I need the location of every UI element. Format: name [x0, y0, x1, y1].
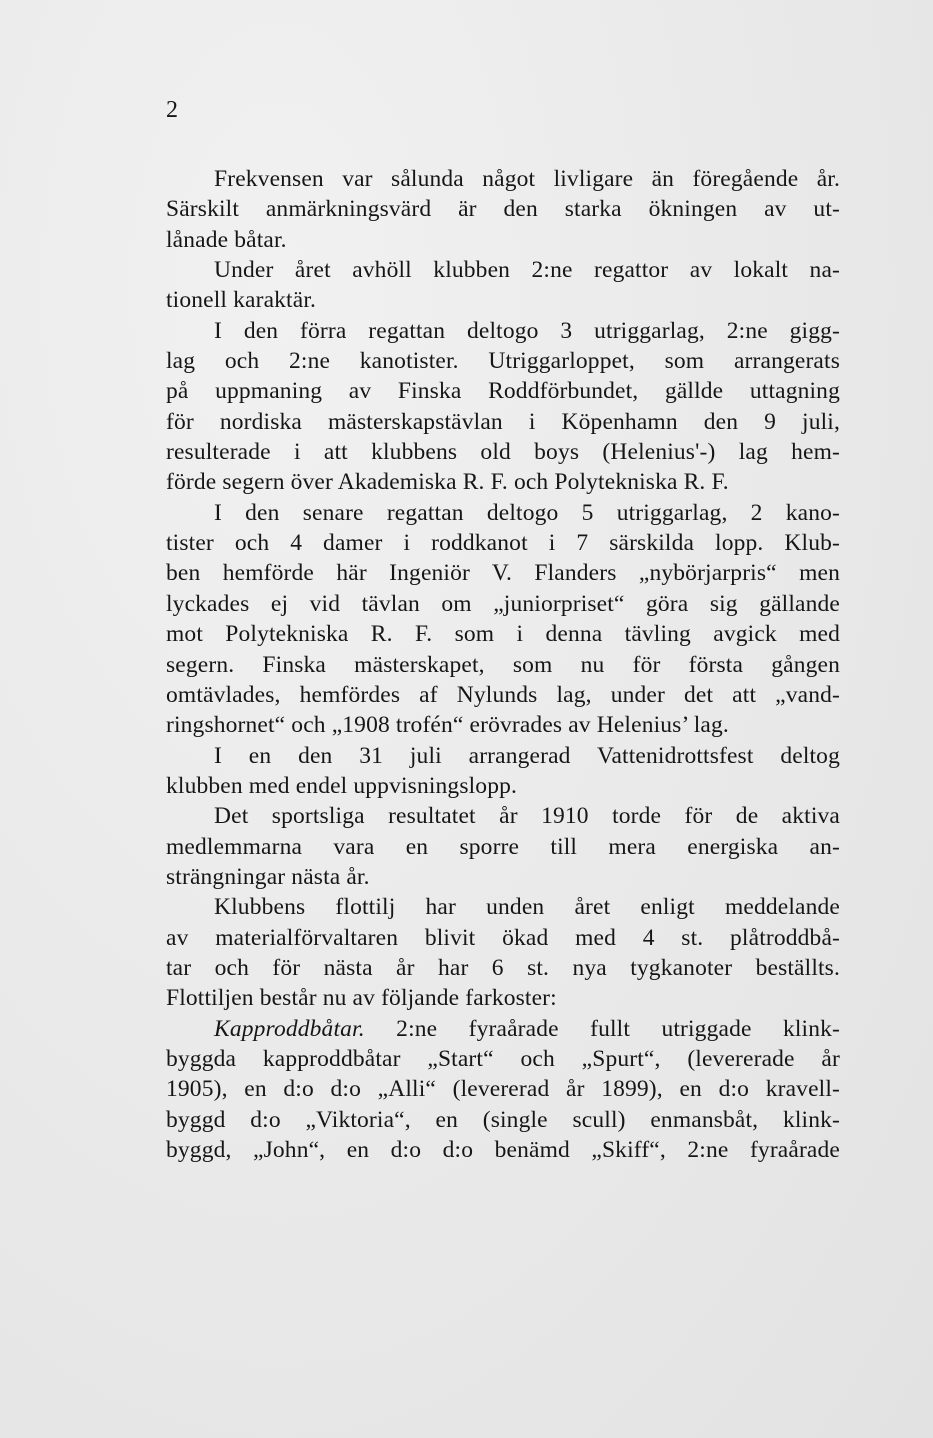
text-line	[166, 589, 840, 619]
line-text: Särskilt anmärkningsvärd är den starka ökningen av ut-	[166, 196, 840, 223]
line-text: lånade båtar.	[166, 226, 287, 253]
text-line	[166, 194, 840, 224]
line-text: 1905), en d:o d:o „Alli“ (levererad år 1899), en d:o kravell-	[166, 1076, 840, 1103]
page-number: 2	[166, 97, 178, 123]
text-line	[166, 680, 840, 710]
line-text: byggda kapproddbåtar „Start“ och „Spurt“, (levererade år	[166, 1045, 840, 1072]
line-text: tionell karaktär.	[166, 287, 317, 314]
line-text: tar och för nästa år har 6 st. nya tygkanoter beställts.	[166, 954, 840, 981]
line-text: I den förra regattan deltogo 3 utriggarlag, 2:ne gigg-	[214, 317, 840, 344]
line-text: av materialförvaltaren blivit ökad med 4 st. plåtroddbå-	[166, 924, 840, 951]
text-line	[166, 1135, 840, 1165]
text-line	[166, 346, 840, 376]
line-text: segern. Finska mästerskapet, som nu för första gången	[166, 651, 840, 678]
text-line	[166, 983, 840, 1013]
line-text: Frekvensen var sålunda något livligare än föregående år.	[214, 166, 840, 192]
line-text: ringshornet“ och „1908 trofén“ erövrades av Helenius’ lag.	[166, 712, 729, 739]
text-line	[166, 164, 840, 194]
line-text: byggd d:o „Viktoria“, en (single scull) enmansbåt, klink-	[166, 1106, 840, 1133]
text-line	[166, 225, 840, 255]
text-line	[166, 892, 840, 922]
text-line	[166, 407, 840, 437]
text-line	[166, 1014, 840, 1044]
italic-heading: Kapproddbåtar.	[214, 1015, 365, 1042]
line-text: omtävlades, hemfördes af Nylunds lag, under det att „vand-	[166, 681, 840, 708]
text-line	[166, 1044, 840, 1074]
line-text: ben hemförde här Ingeniör V. Flanders „nybörjarpris“ men	[166, 560, 840, 587]
text-line	[166, 316, 840, 346]
line-text: strängningar nästa år.	[166, 863, 370, 890]
text-line	[166, 528, 840, 558]
line-text: Flottiljen består nu av följande farkoster:	[166, 985, 557, 1012]
line-text: lyckades ej vid tävlan om „juniorpriset“ göra sig gällande	[166, 590, 840, 617]
line-text: klubben med endel uppvisningslopp.	[166, 772, 518, 799]
line-text: lag och 2:ne kanotister. Utriggarloppet, som arrangerats	[166, 348, 840, 375]
text-line	[166, 1074, 840, 1104]
line-text: för nordiska mästerskapstävlan i Köpenhamn den 9 juli,	[166, 408, 840, 435]
line-text: Klubbens flottilj har unden året enligt meddelande	[214, 894, 840, 921]
text-line	[166, 801, 840, 831]
text-line	[166, 953, 840, 983]
text-line	[166, 467, 840, 497]
text-line	[166, 255, 840, 285]
text-line	[166, 741, 840, 771]
line-text: Under året avhöll klubben 2:ne regattor av lokalt na-	[214, 257, 840, 284]
text-line	[166, 437, 840, 467]
text-line	[166, 498, 840, 528]
line-text: resulterade i att klubbens old boys (Helenius'-) lag hem-	[166, 439, 840, 466]
line-text: på uppmaning av Finska Roddförbundet, gällde uttagning	[166, 378, 840, 405]
text-line	[166, 862, 840, 892]
line-text: tister och 4 damer i roddkanot i 7 särskilda lopp. Klub-	[166, 530, 840, 557]
text-line	[166, 832, 840, 862]
text-line	[166, 771, 840, 801]
line-text: byggd, „John“, en d:o d:o benämd „Skiff“, 2:ne fyraårade	[166, 1137, 840, 1163]
line-text: 2:ne fyraårade fullt utriggade klink-	[396, 1015, 840, 1042]
line-text: I en den 31 juli arrangerad Vattenidrottsfest deltog	[214, 742, 840, 769]
text-line	[166, 650, 840, 680]
text-line	[166, 285, 840, 315]
text-line	[166, 558, 840, 588]
line-text: medlemmarna vara en sporre till mera energiska an-	[166, 833, 840, 860]
text-line	[166, 619, 840, 649]
text-line	[166, 1105, 840, 1135]
line-text: mot Polytekniska R. F. som i denna tävling avgick med	[166, 621, 840, 648]
body-text	[166, 164, 840, 1165]
line-text: Det sportsliga resultatet år 1910 torde för de aktiva	[214, 803, 840, 830]
line-text: förde segern över Akademiska R. F. och Polytekniska R. F.	[166, 469, 729, 496]
line-text: I den senare regattan deltogo 5 utriggarlag, 2 kano-	[214, 499, 840, 526]
text-line	[166, 923, 840, 953]
text-line	[166, 710, 840, 740]
text-line	[166, 376, 840, 406]
